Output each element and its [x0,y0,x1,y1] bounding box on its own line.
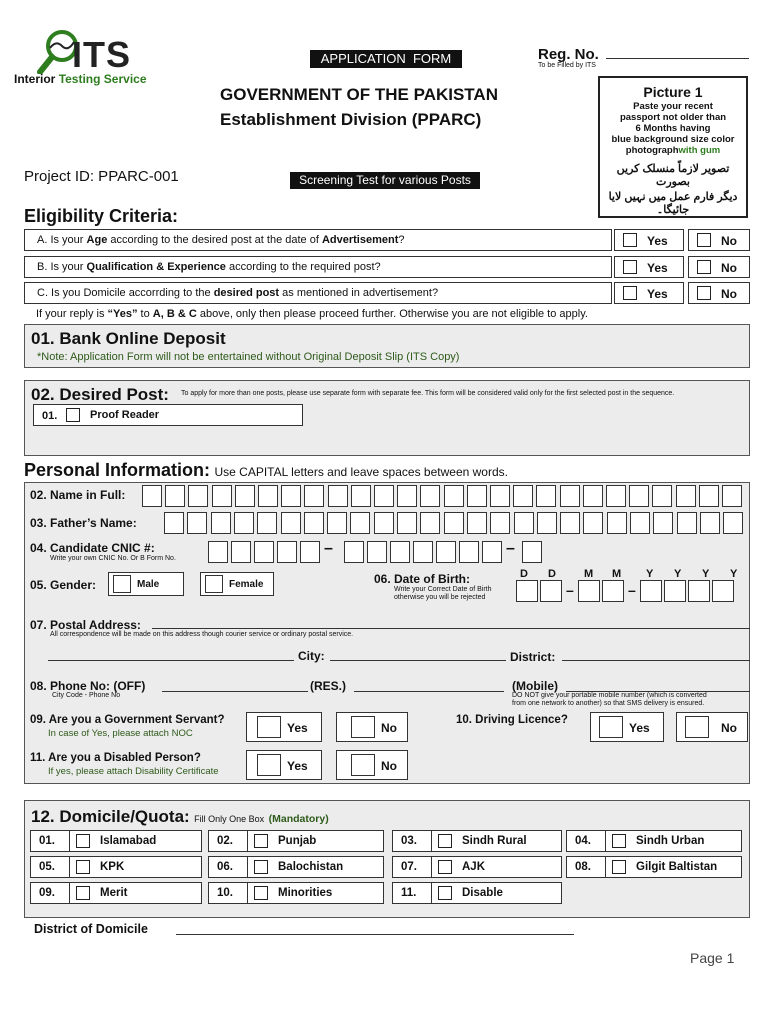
dob-digit-cell[interactable] [602,580,624,602]
reg-number-line[interactable] [606,58,749,59]
father-char-cell[interactable] [304,512,324,534]
eligibility-question: B. Is your Qualification & Experience according to the required post? [24,256,612,278]
eligibility-no-checkbox[interactable] [697,260,711,274]
father-char-cell[interactable] [653,512,673,534]
cnic-digit-cell[interactable] [390,541,410,563]
name-char-cell[interactable] [281,485,301,507]
licence-no[interactable]: No [676,712,748,742]
gov-yes-checkbox[interactable] [257,716,281,738]
gender-male[interactable]: Male [108,572,184,596]
quota-checkbox[interactable] [254,886,268,900]
picture-title: Picture 1 [643,84,703,100]
father-char-cell[interactable] [607,512,627,534]
name-char-cell[interactable] [444,485,464,507]
name-char-cell[interactable] [235,485,255,507]
dob-digit-cell[interactable] [712,580,734,602]
disabled-yes[interactable]: Yes [246,750,322,780]
father-char-cell[interactable] [560,512,580,534]
eligibility-yes-option[interactable]: Yes [614,229,684,251]
personal-header [24,460,508,481]
name-char-cell[interactable] [351,485,371,507]
cnic-digit-cell[interactable] [459,541,479,563]
disabled-yes-checkbox[interactable] [257,754,281,776]
eligibility-no-option[interactable]: No [688,229,750,251]
personal-title: Personal Information: [24,460,211,480]
name-char-cell[interactable] [606,485,626,507]
cnic-digit-cell[interactable] [254,541,274,563]
quota-option[interactable]: 10. Minorities [208,882,384,904]
cnic-label: 04. Candidate CNIC #: [30,541,155,555]
post-checkbox[interactable] [66,408,80,422]
desired-post-section [24,380,750,456]
dob-dash-1: – [566,582,574,598]
quota-checkbox[interactable] [76,834,90,848]
quota-option[interactable]: 06. Balochistan [208,856,384,878]
urdu-note-1: تصویر لازماً منسلک کریں بصورت [616,163,730,188]
post-option[interactable]: 01. Proof Reader [33,404,303,426]
phone-sub: City Code - Phone No [52,692,121,699]
bank-title: 01. Bank Online Deposit [31,329,226,348]
quota-option[interactable]: 02. Punjab [208,830,384,852]
screening-badge: Screening Test for various Posts [290,172,480,189]
cnic-digit-cell[interactable] [367,541,387,563]
disabled-no[interactable]: No [336,750,408,780]
quota-checkbox[interactable] [76,860,90,874]
eligibility-no-checkbox[interactable] [697,233,711,247]
cnic-digit-cell[interactable] [482,541,502,563]
name-char-cell[interactable] [142,485,162,507]
district-line[interactable] [562,660,750,661]
dob-letter: D [520,568,528,580]
father-label: 03. Father’s Name: [30,516,137,530]
page-number: Page 1 [690,950,735,966]
org-name: Interior Testing Service [14,72,147,86]
father-char-cell[interactable] [281,512,301,534]
dob-letter: Y [730,568,738,580]
district-domicile-line[interactable] [176,934,574,935]
name-char-cell[interactable] [676,485,696,507]
postal-line-2[interactable] [48,660,294,661]
licence-no-checkbox[interactable] [685,716,709,738]
personal-subtitle: Use CAPITAL letters and leave spaces between words. [214,465,508,479]
name-char-cell[interactable] [629,485,649,507]
domicile-title: 12. Domicile/Quota: [31,807,190,826]
father-char-cell[interactable] [490,512,510,534]
father-char-cell[interactable] [677,512,697,534]
cnic-sub: Write your own CNIC No. Or B Form No. [50,555,176,562]
father-char-cell[interactable] [514,512,534,534]
dob-dash-2: – [628,582,636,598]
licence-yes-checkbox[interactable] [599,716,623,738]
domicile-header [31,807,329,827]
quota-checkbox[interactable] [438,860,452,874]
phone-label: 08. Phone No: (OFF) [30,679,146,693]
quota-option[interactable]: 08. Gilgit Baltistan [566,856,742,878]
reg-label: Reg. No. [538,46,599,63]
quota-option[interactable]: 11. Disable [392,882,562,904]
mobile-label: (Mobile) [512,679,558,693]
phone-off-line[interactable] [162,691,308,692]
eligibility-no-option[interactable]: No [688,256,750,278]
name-char-cell[interactable] [467,485,487,507]
father-char-cell[interactable] [537,512,557,534]
name-char-cell[interactable] [652,485,672,507]
dob-digit-cell[interactable] [516,580,538,602]
name-char-cell[interactable] [536,485,556,507]
dob-digit-cell[interactable] [578,580,600,602]
reg-sub: To be Filled by ITS [538,62,596,69]
desired-post-note: To apply for more than one posts, please use separate form with separate fee. This form will be considered valid only for the first selected post in the sequence. [181,390,675,397]
name-char-cell[interactable] [560,485,580,507]
district-domicile-label: District of Domicile [34,922,148,936]
dob-sub-2: otherwise you will be rejected [394,594,486,601]
bank-note: *Note: Application Form will not be entertained without Original Deposit Slip (ITS Copy) [37,351,460,363]
cnic-digit-cell[interactable] [208,541,228,563]
quota-option[interactable]: 04. Sindh Urban [566,830,742,852]
cnic-digit-cell[interactable] [413,541,433,563]
dob-digit-cell[interactable] [688,580,710,602]
quota-checkbox[interactable] [254,860,268,874]
name-char-cell[interactable] [397,485,417,507]
gov-title: GOVERNMENT OF THE PAKISTAN [220,85,498,104]
gov-no[interactable]: No [336,712,408,742]
postal-sub: All correspondence will be made on this address though courier service or ordinary postal service. [50,631,354,638]
name-char-cell[interactable] [374,485,394,507]
domicile-fill: Fill Only One Box [194,814,265,824]
disabled-no-checkbox[interactable] [351,754,375,776]
cnic-digit-cell[interactable] [277,541,297,563]
father-char-cell[interactable] [257,512,277,534]
disabled-sub: If yes, please attach Disability Certificate [48,766,219,777]
city-line[interactable] [330,660,506,661]
gov-servant-label: 09. Are you a Government Servant? [30,714,225,726]
father-char-cell[interactable] [467,512,487,534]
quota-option[interactable]: 07. AJK [392,856,562,878]
dob-letter: D [548,568,556,580]
quota-checkbox[interactable] [76,886,90,900]
quota-option[interactable]: 09. Merit [30,882,202,904]
disabled-label: 11. Are you a Disabled Person? [30,752,201,764]
postal-line-1[interactable] [152,628,750,629]
name-char-cell[interactable] [420,485,440,507]
dob-letter: M [612,568,622,580]
name-char-cell[interactable] [188,485,208,507]
father-char-cell[interactable] [630,512,650,534]
domicile-mandatory: (Mandatory) [268,813,329,825]
name-char-cell[interactable] [304,485,324,507]
cnic-digit-cell[interactable] [522,541,542,563]
eligibility-yes-option[interactable]: Yes [614,256,684,278]
eligibility-yes-checkbox[interactable] [623,233,637,247]
cnic-digit-cell[interactable] [300,541,320,563]
form-badge: APPLICATION FORM [310,50,462,68]
father-char-cell[interactable] [211,512,231,534]
desired-post-title: 02. Desired Post: [31,385,169,404]
dob-label: 06. Date of Birth: [374,572,471,586]
father-char-cell[interactable] [374,512,394,534]
father-char-cell[interactable] [444,512,464,534]
father-char-cell[interactable] [187,512,207,534]
dob-letter: Y [702,568,710,580]
dob-sub-1: Write your Correct Date of Birth [394,586,492,593]
eligibility-question: A. Is your Age according to the desired post at the date of Advertisement? [24,229,612,251]
phone-res-line[interactable] [354,691,504,692]
quota-checkbox[interactable] [438,834,452,848]
gender-label: 05. Gender: [30,578,97,592]
urdu-note-2: دیگر فارم عمل میں نہیں لایا جائیگا۔ [608,191,738,216]
name-char-cell[interactable] [583,485,603,507]
quota-checkbox[interactable] [612,860,626,874]
dob-digit-cell[interactable] [540,580,562,602]
project-id: Project ID: PPARC-001 [24,168,179,185]
father-char-cell[interactable] [234,512,254,534]
name-char-cell[interactable] [328,485,348,507]
father-char-cell[interactable] [723,512,743,534]
name-char-cell[interactable] [490,485,510,507]
dob-digit-cell[interactable] [664,580,686,602]
city-label: City: [298,649,325,663]
quota-checkbox[interactable] [254,834,268,848]
dob-letter: Y [674,568,682,580]
eligibility-yes-checkbox[interactable] [623,286,637,300]
father-char-cell[interactable] [327,512,347,534]
father-char-cell[interactable] [350,512,370,534]
gov-no-checkbox[interactable] [351,716,375,738]
name-char-cell[interactable] [212,485,232,507]
dob-digit-cell[interactable] [640,580,662,602]
gender-female[interactable]: Female [200,572,274,596]
gov-servant-sub: In case of Yes, please attach NOC [48,728,193,739]
father-char-cell[interactable] [583,512,603,534]
district-label: District: [510,650,556,664]
male-checkbox[interactable] [113,575,131,593]
eligibility-note: If your reply is “Yes” to A, B & C above, only then please proceed further. Otherwise you are not eligible to apply. [36,308,588,320]
licence-label: 10. Driving Licence? [456,714,568,726]
name-char-cell[interactable] [258,485,278,507]
quota-option[interactable]: 03. Sindh Rural [392,830,562,852]
mobile-sub-2: from one network to another) so that SMS delivery is ensured. [512,700,705,707]
cnic-dash-1: – [324,540,333,557]
name-char-cell[interactable] [699,485,719,507]
eligibility-question: C. Is you Domicile accorrding to the desired post as mentioned in advertisement? [24,282,612,304]
cnic-digit-cell[interactable] [231,541,251,563]
gov-yes[interactable]: Yes [246,712,322,742]
name-char-cell[interactable] [722,485,742,507]
picture-box[interactable]: Picture 1 Paste your recent passport not older than 6 Months having blue background size color photographwith gum تصویر لازماً منسلک کریں بصورت دیگر فارم عمل میں نہیں لایا جائیگا۔ [598,76,748,218]
quota-checkbox[interactable] [438,886,452,900]
division-title: Establishment Division (PPARC) [220,110,482,129]
name-char-cell[interactable] [513,485,533,507]
cnic-dash-2: – [506,540,515,557]
mobile-sub-1: DO NOT give your portable mobile number (which is converted [512,692,707,699]
father-char-cell[interactable] [420,512,440,534]
eligibility-yes-option[interactable]: Yes [614,282,684,304]
name-char-cell[interactable] [165,485,185,507]
name-label: 02. Name in Full: [30,488,126,502]
dob-letter: M [584,568,594,580]
dob-letter: Y [646,568,654,580]
its-logo [14,28,164,88]
logo-text: ITS [72,34,132,75]
father-char-cell[interactable] [397,512,417,534]
eligibility-no-option[interactable]: No [688,282,750,304]
cnic-digit-cell[interactable] [436,541,456,563]
quota-option[interactable]: 01. Islamabad [30,830,202,852]
eligibility-yes-checkbox[interactable] [623,260,637,274]
father-char-cell[interactable] [700,512,720,534]
female-checkbox[interactable] [205,575,223,593]
quota-option[interactable]: 05. KPK [30,856,202,878]
bank-section [24,324,750,368]
eligibility-title: Eligibility Criteria: [24,206,179,226]
res-label: (RES.) [310,679,346,693]
licence-yes[interactable]: Yes [590,712,664,742]
cnic-digit-cell[interactable] [344,541,364,563]
eligibility-no-checkbox[interactable] [697,286,711,300]
quota-checkbox[interactable] [612,834,626,848]
father-char-cell[interactable] [164,512,184,534]
postal-label: 07. Postal Address: [30,618,141,632]
